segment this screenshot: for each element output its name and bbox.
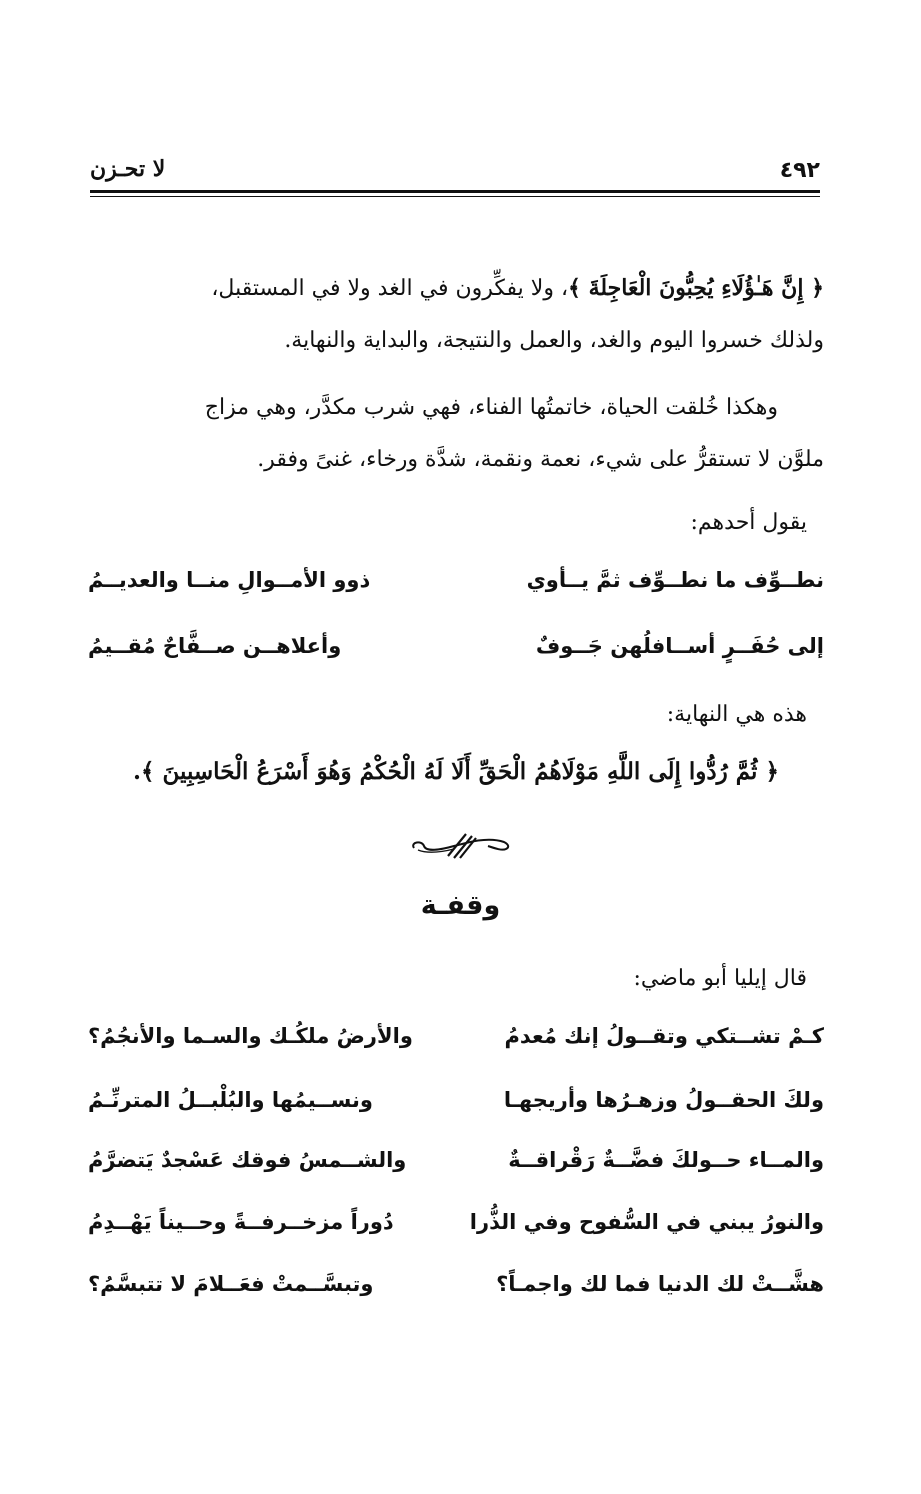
page-header: [90, 150, 820, 186]
paragraph-2-line-2: ملوَّن لا تستقرُّ على شيء، نعمة ونقمة، شدَّة ورخاء، غنىً وفقر.: [257, 447, 824, 472]
section-heading: وقفـة: [420, 890, 501, 921]
poem-2-verse-5: [88, 1272, 824, 1312]
poem-2-verse-1: [88, 1024, 824, 1064]
poem-2-verse-2: [88, 1088, 824, 1128]
poem-2-verse-1-second-hemistich: والأرضُ ملكُـك والسـما والأنجُمُ؟: [88, 1024, 413, 1048]
poem-1-verse-2: [88, 634, 824, 674]
paragraph-1-line-2: ولذلك خسروا اليوم والغد، والعمل والنتيجة، والبداية والنهاية.: [284, 328, 824, 353]
poem-1-verse-2-second-hemistich: وأعلاهــن صــفَّاحٌ مُقــيمُ: [88, 634, 342, 658]
poem-2-verse-3-first-hemistich: والمــاء حــولكَ فضَّــةٌ رَقْراقــةٌ: [508, 1148, 824, 1172]
poem-2-verse-5-second-hemistich: وتبسَّــمتْ فعَــلامَ لا تتبسَّمُ؟: [88, 1272, 374, 1296]
poem-2-verse-2-second-hemistich: ونســيمُها والبُلْبــلُ المترنِّـمُ: [88, 1088, 373, 1112]
book-title: لا تحـزن: [90, 156, 166, 182]
paragraph-1: [88, 262, 824, 367]
header-rule-thin: [90, 196, 820, 197]
paragraph-2: [88, 382, 824, 486]
poem-2-intro: قال إيليا أبو ماضي:: [633, 966, 807, 991]
paragraph-1-line-1-rest: ، ولا يفكِّرون في الغد ولا في المستقبل،: [211, 276, 569, 301]
poem-2-verse-4-second-hemistich: دُوراً مزخــرفــةً وحــيناً يَهْــدِمُ: [88, 1210, 394, 1234]
poem-1-intro: يقول أحدهم:: [690, 510, 807, 535]
header-rule-thick: [90, 190, 820, 193]
poem-1-verse-1-second-hemistich: ذوو الأمــوالِ منــا والعديــمُ: [88, 568, 371, 592]
paragraph-2-line-1: وهكذا خُلقت الحياة، خاتمتُها الفناء، فهي شرب مكدَّر، وهي مزاج: [204, 395, 778, 420]
poem-1-verse-1: [88, 568, 824, 608]
poem-2-verse-4: [88, 1210, 824, 1250]
poem-2-verse-4-first-hemistich: والنورُ يبني في السُّفوح وفي الذُّرا: [469, 1210, 824, 1234]
poem-1-verse-1-first-hemistich: نطــوِّف ما نطــوِّف ثمَّ يــأوي: [526, 568, 824, 592]
poem-2-verse-3-second-hemistich: والشــمسُ فوقك عَسْجدٌ يَتضرَّمُ: [88, 1148, 407, 1172]
page-number: ٤٩٢: [779, 158, 820, 183]
poem-1-verse-2-first-hemistich: إلى حُفَــرٍ أســافلُهن جَــوفٌ: [535, 634, 824, 658]
poem-2-verse-5-first-hemistich: هشَّــتْ لك الدنيا فما لك واجمـاً؟: [496, 1272, 824, 1296]
quran-quote-1: ﴿ إِنَّ هَـٰؤُلَاءِ يُحِبُّونَ الْعَاجِلَةَ ﴾: [568, 275, 824, 301]
ending-intro: هذه هي النهاية:: [666, 702, 807, 727]
poem-2-verse-2-first-hemistich: ولكَ الحقــولُ وزهـرُها وأريجهـا: [503, 1088, 824, 1112]
calligraphic-divider-icon: [408, 828, 514, 864]
paragraph-1-line-1: [88, 262, 824, 315]
quran-quote-2: ﴿ ثُمَّ رُدُّوا إِلَى اللَّهِ مَوْلَاهُمُ الْحَقِّ أَلَا لَهُ الْحُكْمُ وَهُوَ أَسْرَعُ الْحَاسِبِينَ ﴾.: [133, 758, 779, 785]
poem-2-verse-1-first-hemistich: كـمْ تشــتكي وتقــولُ إنك مُعدمُ: [504, 1024, 824, 1048]
poem-2-verse-3: [88, 1148, 824, 1188]
